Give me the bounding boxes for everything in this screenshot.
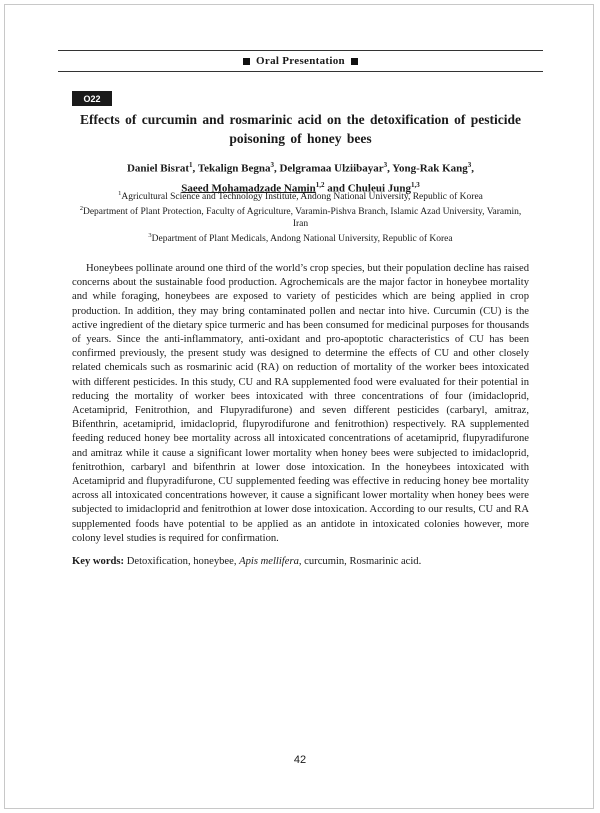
author-name: Delgramaa Ulziibayar [279, 162, 384, 175]
section-label [243, 55, 358, 67]
author-name: Yong-Rak Kang [392, 162, 468, 175]
abstract-body: Honeybees pollinate around one third of the world’s crop species, but their population decline has raised concerns about the sustainable food production. Agrochemicals are the major factor in honeybee mortality and while foraging, honeybees are exposed to variety of pesticides which are being applied in crop production. In addition, they may bring contaminated pollen and nectar into hive. Curcumin (CU) is the active ingredient of the dietary spice turmeric and has been consumed for medicinal purposes for thousands of years. Since the anti-inflammatory, anti-oxidant and pro-apoptotic characteristics of CU has been confirmed previously, the present study was designed to determine the effects of CU and other closely related chemicals such as rosmarinic acid (RA) on reduction of mortality of the worker bees intoxicated with different pesticides. In this study, CU and RA supplemented food were evaluated for their potential in reducing the mortality of worker bees intoxicated with three concentrations of four (imidacloprid, Acetamiprid, Fenitrothion, and Flupyradifurone) and seven different pesticides (carbaryl, amitraz, Bifenthrin, acetamiprid, imidacloprid, flupyrodifurone and fenitrothion) respectively. RA supplemented feeding reduced honey bee mortality across all intoxicated concentrations of acetamiprid, flupyradifurone and amitraz while it cause a significant lower mortality when honey bees were subjected to imidacloprid, fenitrothion, carbaryl and bifenthrin at lower dose intoxication. In the honeybees intoxicated with Acetamiprid and flupyradifurone, CU supplemented feeding was effective in reducing honey bee mortality across all intoxicated concentrations however, it cause a significant lower mortality when honey bees were subjected to imidacloprid and fenitrothion at lower dose intoxication. According to our results, CU and RA supplemented foods have potential to be applied as an antidote in intoxicated colonies however, more colony level studies is required for confirmation. [72, 263, 529, 544]
presenting-author-name: Saeed Mohamadzade Namin [181, 182, 316, 195]
author-name: Chuleui Jung [347, 182, 411, 195]
author-affiliation-marker: 1 [189, 161, 193, 169]
author-affiliation-marker: 3 [383, 161, 388, 169]
square-bullet-icon [351, 58, 358, 65]
affiliation-marker: 1 [118, 190, 122, 197]
author-separator: , [471, 162, 475, 175]
affiliation-item [72, 230, 529, 245]
presentation-code-badge: O22 [72, 91, 112, 106]
affiliation-item [72, 188, 529, 203]
affiliation-marker: 3 [148, 232, 152, 240]
author-separator: , [192, 162, 198, 175]
affiliation-text: Department of Plant Medicals, Andong National University, Republic of Korea [151, 234, 453, 245]
author-name: Tekalign Begna [197, 162, 271, 175]
affiliation-marker: 2 [79, 205, 83, 213]
page-number: 42 [293, 754, 307, 766]
author-affiliation-marker: 3 [270, 161, 274, 169]
section-header [58, 50, 543, 72]
author-affiliation-marker: 3 [467, 161, 472, 169]
author-affiliation-marker: 1,3 [410, 180, 420, 189]
keywords [72, 555, 529, 569]
affiliation-list [72, 188, 529, 245]
section-label-text: Oral Presentation [256, 55, 345, 67]
keywords-text-rest: , curcumin, Rosmarinic acid. [298, 556, 422, 567]
author-affiliation-marker: 1,2 [315, 180, 325, 189]
author-separator: , [273, 162, 280, 175]
keywords-label: Key words: [72, 556, 125, 567]
keywords-species: Apis mellifera [239, 556, 299, 567]
author-name: Daniel Bisrat [126, 162, 190, 175]
keywords-text: Detoxification, honeybee, [126, 556, 237, 567]
author-separator: and [324, 182, 348, 195]
square-bullet-icon [243, 58, 250, 65]
affiliation-item [72, 203, 529, 230]
paper-title: Effects of curcumin and rosmarinic acid on the detoxification of pesticide poisoning of honey bees [80, 112, 521, 146]
author-separator: , [387, 162, 393, 175]
affiliation-text: Department of Plant Protection, Faculty of Agriculture, Varamin-Pishva Branch, Islamic Azad University, Varamin, Iran [82, 207, 522, 230]
affiliation-text: Agricultural Science and Technology Institute, Andong National University, Republic of Korea [121, 192, 483, 203]
